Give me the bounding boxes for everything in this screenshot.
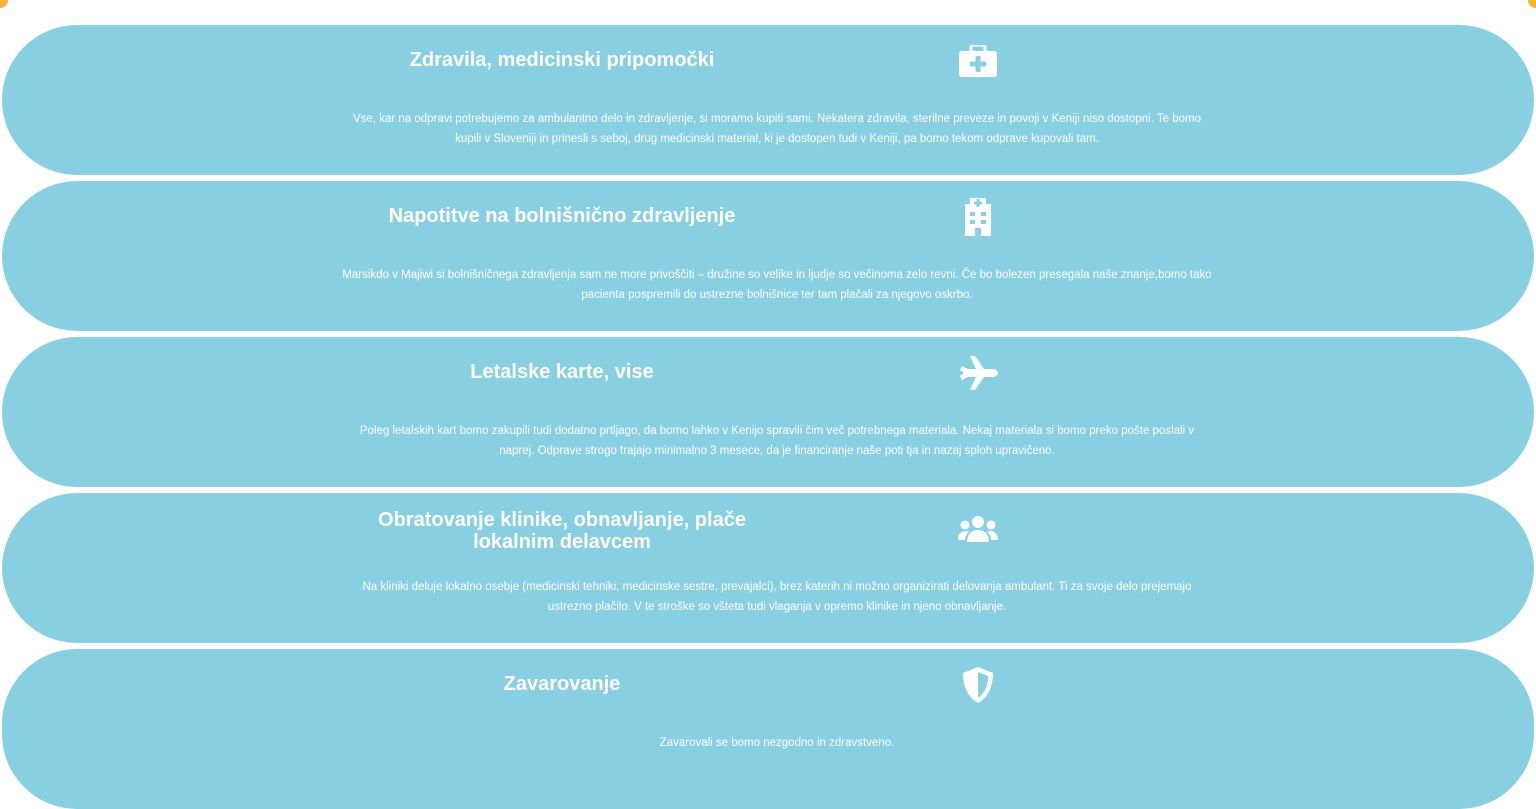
medical-kit-icon [954,41,1002,81]
card-title: Letalske karte, vise [470,361,654,383]
cost-items-list [2,25,1534,809]
cost-card-flights [2,337,1534,487]
card-title: Zavarovanje [503,673,621,695]
hospital-icon [954,197,1002,237]
airplane-icon [954,353,1002,393]
card-title: Napotitve na bolnišnično zdravljenje [388,205,736,227]
cost-card-medicines [2,25,1534,175]
corner-accent-left [0,0,8,8]
card-description: Vse, kar na odpravi potrebujemo za ambulantno delo in zdravljenje, si moramo kupiti sami. Nekatera zdravila, sterilne preveze in povoji v Keniji niso dostopni. Te bomo kupili v Sloveniji in prinesli s seboj, drug medicinski material, ki je dostopen tudi v Keniji, pa bomo tekom odprave kupovali tam. [352,113,1202,145]
users-icon [954,509,1002,549]
top-edge [0,0,1536,6]
card-description: Zavarovali se bomo nezgodno in zdravstveno. [659,737,895,749]
cost-card-hospital-referrals [2,181,1534,331]
shield-icon [954,665,1002,705]
card-description: Poleg letalskih kart bomo zakupili tudi dodatno prtljago, da bomo lahko v Kenijo spravili čim več potrebnega materiala. Nekaj materiala si bomo preko pošte poslali v naprej. Odprave strogo trajajo minimalno 3 mesece, da je financiranje naše poti tja in nazaj sploh upravičeno. [359,425,1195,457]
card-description: Marsikdo v Majiwi si bolnišničnega zdravljenja sam ne more privoščiti – družine so velike in ljudje so večinoma zelo revni. Če bo bolezen presegala naše znanje,bomo tako pacienta pospremili do ustrezne bolnišnice ter tam plačali za njegovo oskrbo. [342,269,1212,301]
cost-card-insurance [2,649,1534,809]
cost-card-clinic-operation [2,493,1534,643]
card-title: Obratovanje klinike, obnavljanje, plače lokalnim delavcem [378,509,746,553]
card-description: Na kliniki deluje lokalno osebje (medicinski tehniki, medicinske sestre, prevajalci), brez katerih ni možno organizirati delovanja ambulant. Ti za svoje delo prejemajo ustrezno plačilo. V te stroške so všteta tudi vlaganja v opremo klinike in njeno obnavljanje. [362,581,1192,613]
card-title: Zdravila, medicinski pripomočki [409,49,715,71]
corner-accent-right [1528,0,1536,8]
